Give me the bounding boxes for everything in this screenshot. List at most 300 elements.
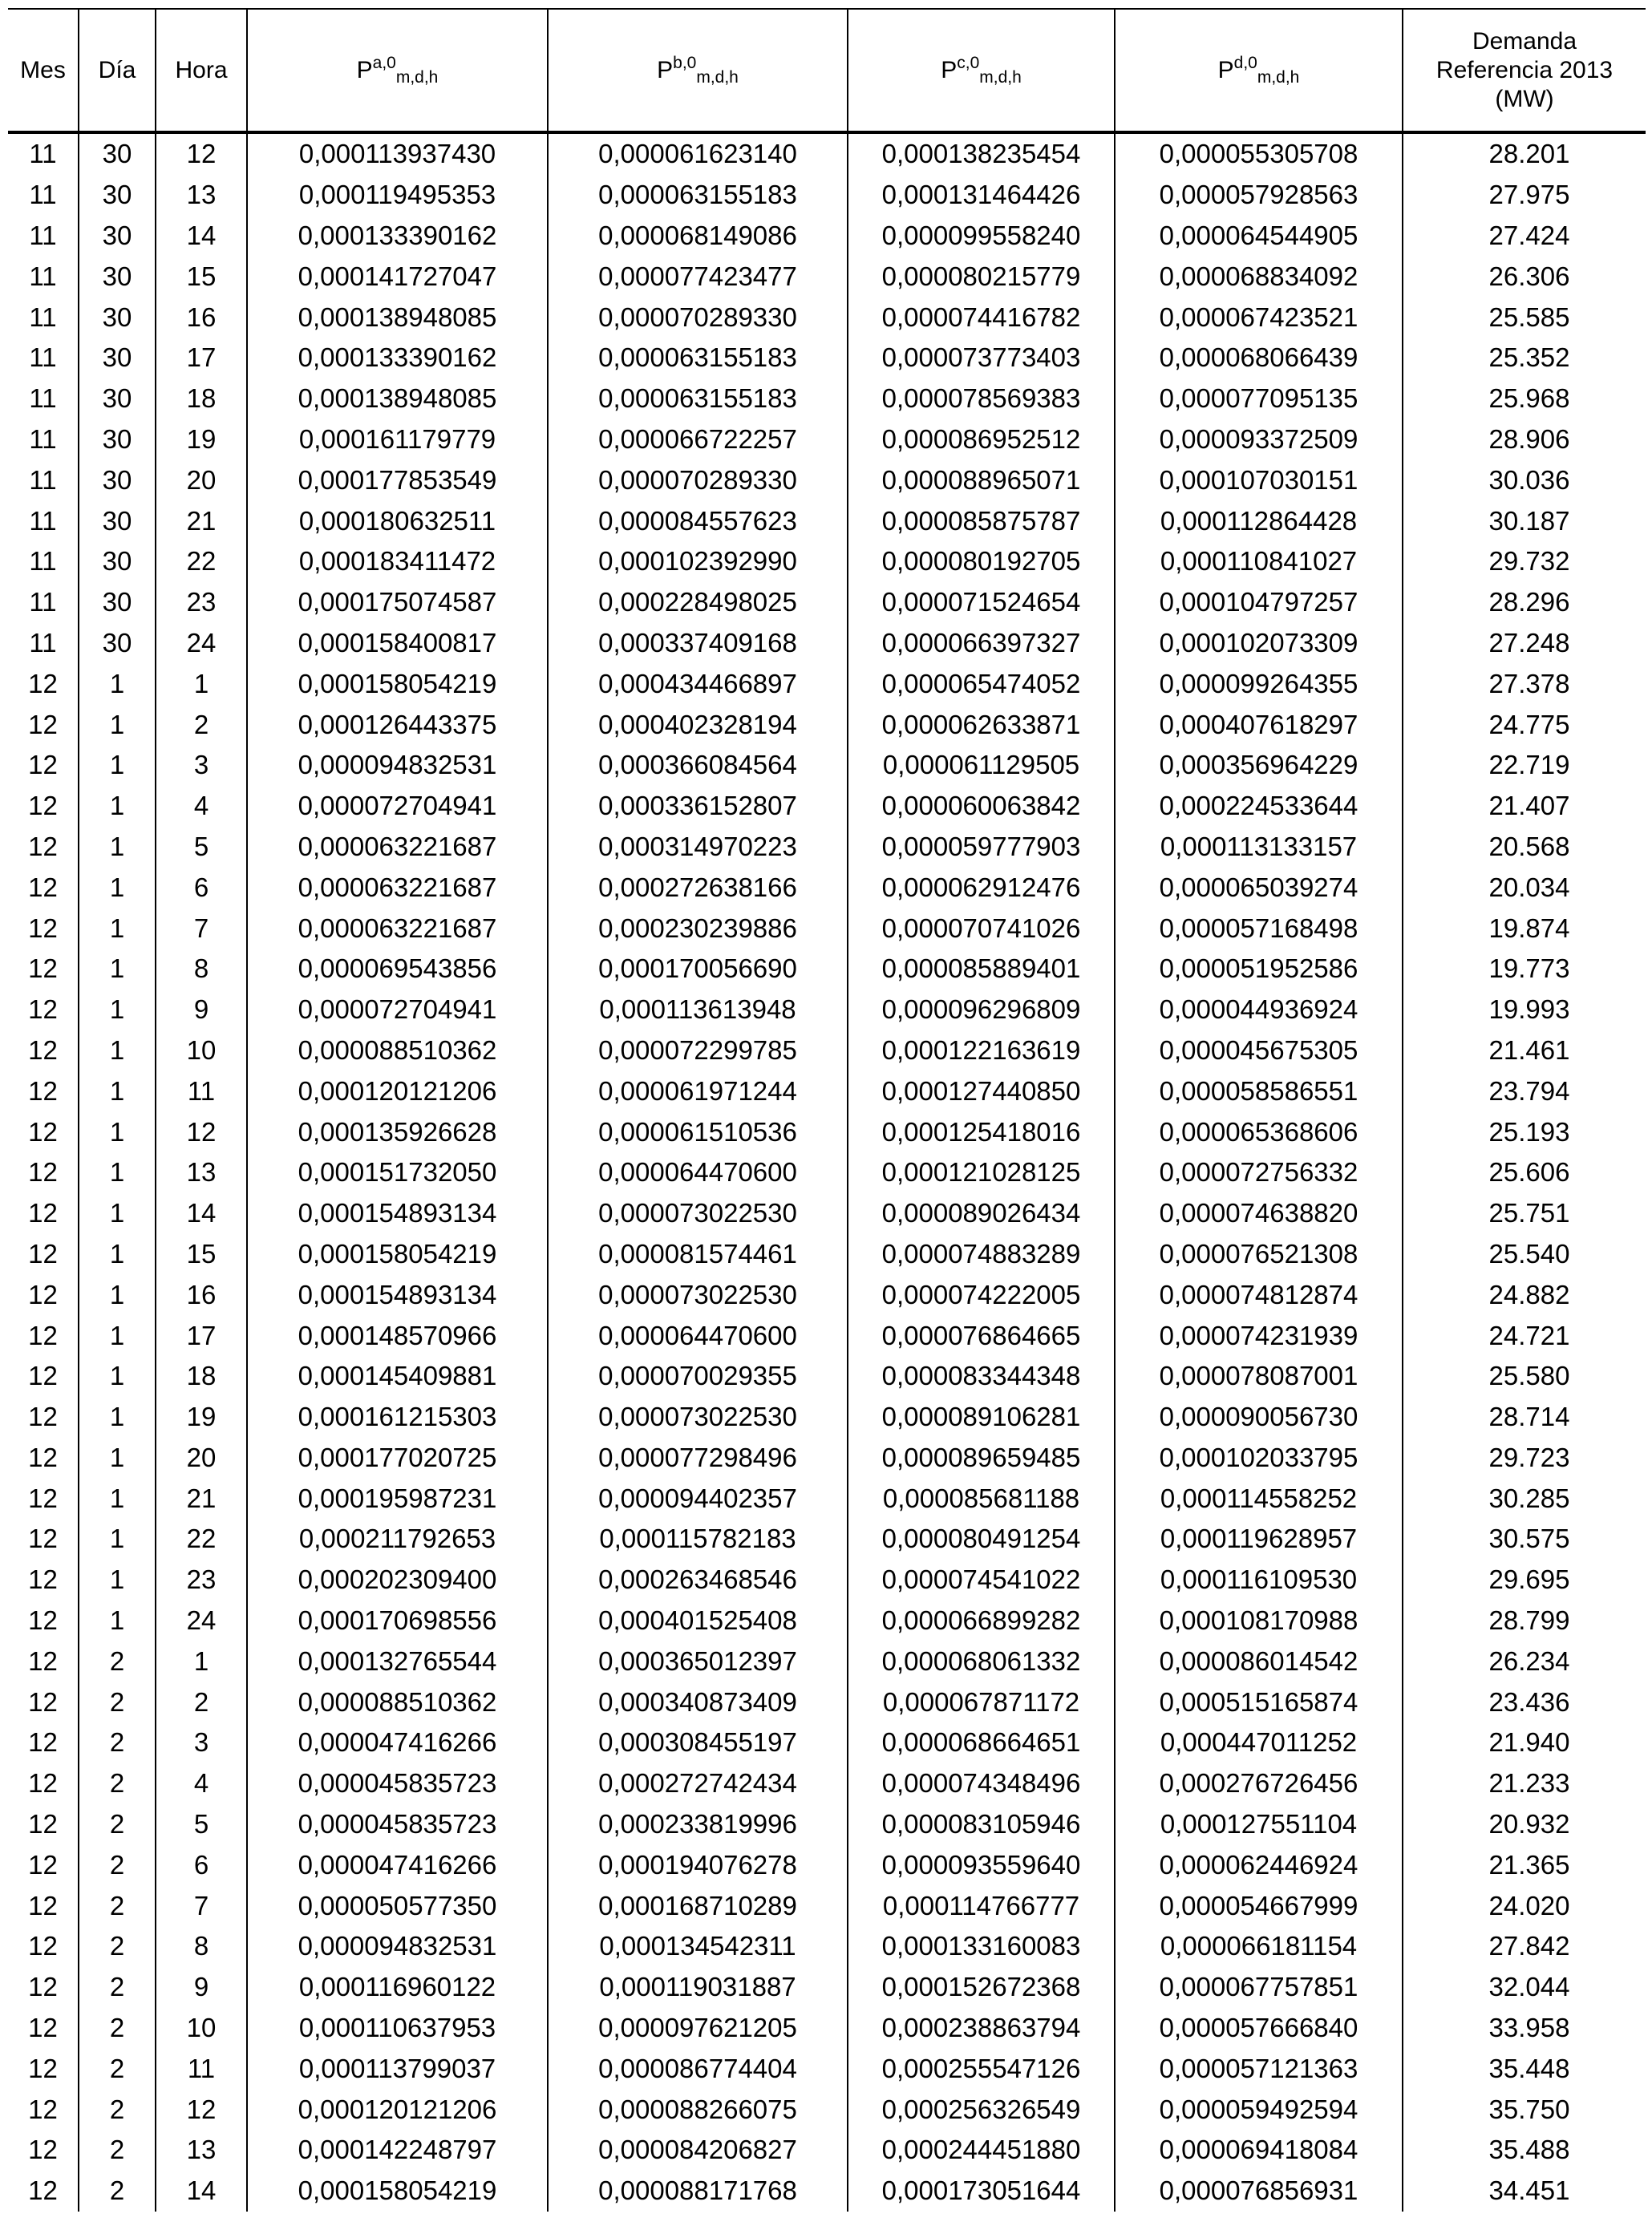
cell-pb: 0,000088266075 xyxy=(548,2089,848,2130)
header-row xyxy=(8,9,1646,132)
cell-pc: 0,000076864665 xyxy=(848,1315,1115,1356)
cell-pa: 0,000120121206 xyxy=(247,1071,548,1111)
cell-pb: 0,000336152807 xyxy=(548,786,848,827)
cell-dia: 2 xyxy=(79,2171,156,2212)
cell-mes: 11 xyxy=(29,220,57,250)
cell-pb: 0,000272742434 xyxy=(548,1763,848,1804)
cell-dia: 30 xyxy=(79,419,156,460)
cell-hora: 24 xyxy=(156,623,247,664)
cell-pa: 0,000161215303 xyxy=(247,1397,548,1438)
cell-demanda: 28.799 xyxy=(1403,1601,1646,1641)
cell-pb: 0,000073022530 xyxy=(548,1274,848,1315)
cell-pd: 0,000057121363 xyxy=(1115,2048,1403,2089)
cell-pc: 0,000071524654 xyxy=(848,582,1115,623)
cell-pd: 0,000110841027 xyxy=(1115,541,1403,582)
cell-mes: 12 xyxy=(28,1727,58,1758)
table-row xyxy=(8,1967,1646,2008)
cell-hora: 1 xyxy=(156,1641,247,1682)
cell-pc: 0,000089659485 xyxy=(848,1438,1115,1479)
cell-dia: 1 xyxy=(79,1438,156,1479)
cell-pb: 0,000073022530 xyxy=(548,1397,848,1438)
cell-demanda: 24.775 xyxy=(1403,704,1646,745)
cell-pa: 0,000094832531 xyxy=(247,1926,548,1967)
cell-pa: 0,000088510362 xyxy=(247,1682,548,1722)
cell-hora: 2 xyxy=(156,704,247,745)
table-row xyxy=(8,132,1646,175)
cell-pc: 0,000138235454 xyxy=(848,132,1115,175)
cell-pc: 0,000074416782 xyxy=(848,297,1115,338)
cell-pd: 0,000108170988 xyxy=(1115,1601,1403,1641)
cell-pa: 0,000045835723 xyxy=(247,1804,548,1845)
cell-pc: 0,000238863794 xyxy=(848,2008,1115,2049)
cell-hora: 10 xyxy=(156,1030,247,1071)
cell-pd: 0,000076521308 xyxy=(1115,1234,1403,1275)
cell-pb: 0,000094402357 xyxy=(548,1478,848,1519)
cell-pd: 0,000057168498 xyxy=(1115,908,1403,949)
cell-pd: 0,000356964229 xyxy=(1115,745,1403,786)
cell-pb: 0,000061510536 xyxy=(548,1111,848,1152)
cell-mes: 11 xyxy=(29,139,57,169)
cell-pb: 0,000077423477 xyxy=(548,256,848,297)
cell-dia: 1 xyxy=(79,1519,156,1560)
cell-demanda: 20.034 xyxy=(1403,867,1646,908)
cell-demanda: 27.248 xyxy=(1403,623,1646,664)
cell-mes: 12 xyxy=(28,1931,58,1961)
cell-pb: 0,000097621205 xyxy=(548,2008,848,2049)
cell-pb: 0,000233819996 xyxy=(548,1804,848,1845)
cell-hora: 16 xyxy=(156,297,247,338)
table-row xyxy=(8,1478,1646,1519)
cell-pd: 0,000107030151 xyxy=(1115,459,1403,500)
cell-mes: 12 xyxy=(28,1809,58,1839)
header-demanda-line-2: Referencia 2013 xyxy=(1435,56,1614,83)
cell-mes: 12 xyxy=(28,1768,58,1799)
cell-pd: 0,000074638820 xyxy=(1115,1193,1403,1234)
cell-pc: 0,000066899282 xyxy=(848,1601,1115,1641)
cell-mes: 12 xyxy=(28,1279,58,1309)
header-demanda-line-3: (MW) xyxy=(1495,85,1554,112)
table-row xyxy=(8,1030,1646,1071)
cell-pc: 0,000093559640 xyxy=(848,1844,1115,1885)
cell-mes: 12 xyxy=(28,953,58,984)
cell-demanda: 30.575 xyxy=(1403,1519,1646,1560)
cell-pd: 0,000104797257 xyxy=(1115,582,1403,623)
cell-pc: 0,000078569383 xyxy=(848,378,1115,419)
table-row xyxy=(8,908,1646,949)
cell-hora: 3 xyxy=(156,745,247,786)
cell-dia: 2 xyxy=(79,1967,156,2008)
cell-pa: 0,000088510362 xyxy=(247,1030,548,1071)
cell-dia: 30 xyxy=(79,175,156,216)
cell-dia: 30 xyxy=(79,132,156,175)
cell-demanda: 26.234 xyxy=(1403,1641,1646,1682)
header-pd xyxy=(1115,9,1403,132)
table-body xyxy=(8,132,1646,2212)
cell-pc: 0,000121028125 xyxy=(848,1152,1115,1193)
cell-pb: 0,000072299785 xyxy=(548,1030,848,1071)
cell-pa: 0,000183411472 xyxy=(247,541,548,582)
cell-demanda: 27.842 xyxy=(1403,1926,1646,1967)
cell-demanda: 21.940 xyxy=(1403,1722,1646,1763)
cell-pc: 0,000062633871 xyxy=(848,704,1115,745)
cell-pc: 0,000083105946 xyxy=(848,1804,1115,1845)
cell-demanda: 30.285 xyxy=(1403,1478,1646,1519)
cell-pa: 0,000211792653 xyxy=(247,1519,548,1560)
cell-mes: 12 xyxy=(28,913,58,943)
cell-pb: 0,000340873409 xyxy=(548,1682,848,1722)
cell-mes: 12 xyxy=(28,1034,58,1065)
cell-pb: 0,000070289330 xyxy=(548,297,848,338)
cell-pd: 0,000077095135 xyxy=(1115,378,1403,419)
cell-pb: 0,000070289330 xyxy=(548,459,848,500)
cell-pc: 0,000067871172 xyxy=(848,1682,1115,1722)
header-pd-sub: m,d,h xyxy=(1257,67,1300,87)
cell-dia: 1 xyxy=(79,704,156,745)
cell-mes: 12 xyxy=(28,1524,58,1554)
cell-hora: 11 xyxy=(156,1071,247,1111)
cell-dia: 30 xyxy=(79,338,156,378)
cell-demanda: 24.721 xyxy=(1403,1315,1646,1356)
cell-pb: 0,000366084564 xyxy=(548,745,848,786)
cell-pa: 0,000063221687 xyxy=(247,908,548,949)
cell-dia: 1 xyxy=(79,663,156,704)
table-row xyxy=(8,663,1646,704)
header-pc-base: P xyxy=(941,56,958,83)
cell-pd: 0,000078087001 xyxy=(1115,1356,1403,1397)
header-demanda-line-1: Demanda xyxy=(1472,27,1577,55)
table-row xyxy=(8,1234,1646,1275)
cell-mes: 12 xyxy=(28,2013,58,2043)
cell-pb: 0,000064470600 xyxy=(548,1315,848,1356)
header-pb-sup: b,0 xyxy=(673,53,697,72)
cell-pd: 0,000074812874 xyxy=(1115,1274,1403,1315)
data-table xyxy=(8,8,1646,2212)
table-row xyxy=(8,175,1646,216)
cell-dia: 1 xyxy=(79,827,156,868)
cell-pa: 0,000177020725 xyxy=(247,1438,548,1479)
cell-pc: 0,000089106281 xyxy=(848,1397,1115,1438)
cell-pc: 0,000061129505 xyxy=(848,745,1115,786)
cell-demanda: 33.958 xyxy=(1403,2008,1646,2049)
table-row xyxy=(8,541,1646,582)
table-row xyxy=(8,1560,1646,1601)
cell-pc: 0,000133160083 xyxy=(848,1926,1115,1967)
cell-pd: 0,000076856931 xyxy=(1115,2171,1403,2212)
header-pa xyxy=(247,9,548,132)
cell-pd: 0,000051952586 xyxy=(1115,949,1403,990)
table-row xyxy=(8,338,1646,378)
cell-pc: 0,000080491254 xyxy=(848,1519,1115,1560)
cell-pb: 0,000088171768 xyxy=(548,2171,848,2212)
cell-demanda: 22.719 xyxy=(1403,745,1646,786)
cell-pc: 0,000152672368 xyxy=(848,1967,1115,2008)
cell-pc: 0,000089026434 xyxy=(848,1193,1115,1234)
header-pb-base: P xyxy=(657,56,674,83)
cell-pd: 0,000058586551 xyxy=(1115,1071,1403,1111)
cell-pd: 0,000066181154 xyxy=(1115,1926,1403,1967)
cell-pc: 0,000085681188 xyxy=(848,1478,1115,1519)
cell-hora: 12 xyxy=(156,1111,247,1152)
cell-mes: 11 xyxy=(29,587,57,617)
cell-pd: 0,000057928563 xyxy=(1115,175,1403,216)
cell-dia: 1 xyxy=(79,908,156,949)
cell-hora: 18 xyxy=(156,378,247,419)
cell-demanda: 25.193 xyxy=(1403,1111,1646,1152)
cell-demanda: 25.751 xyxy=(1403,1193,1646,1234)
cell-pb: 0,000337409168 xyxy=(548,623,848,664)
cell-mes: 12 xyxy=(28,709,58,739)
cell-mes: 11 xyxy=(29,464,57,495)
cell-pb: 0,000228498025 xyxy=(548,582,848,623)
cell-pb: 0,000070029355 xyxy=(548,1356,848,1397)
cell-pc: 0,000074883289 xyxy=(848,1234,1115,1275)
cell-demanda: 28.906 xyxy=(1403,419,1646,460)
cell-pb: 0,000084206827 xyxy=(548,2130,848,2171)
cell-mes: 12 xyxy=(28,1605,58,1636)
cell-mes: 12 xyxy=(28,872,58,902)
cell-dia: 30 xyxy=(79,297,156,338)
cell-pa: 0,000138948085 xyxy=(247,297,548,338)
cell-dia: 2 xyxy=(79,1885,156,1926)
table-row xyxy=(8,990,1646,1030)
cell-pa: 0,000177853549 xyxy=(247,459,548,500)
cell-demanda: 28.296 xyxy=(1403,582,1646,623)
cell-demanda: 25.540 xyxy=(1403,1234,1646,1275)
cell-pb: 0,000170056690 xyxy=(548,949,848,990)
cell-pc: 0,000065474052 xyxy=(848,663,1115,704)
cell-mes: 11 xyxy=(29,627,57,658)
cell-dia: 2 xyxy=(79,1804,156,1845)
table-row xyxy=(8,1274,1646,1315)
table-row xyxy=(8,867,1646,908)
cell-pc: 0,000173051644 xyxy=(848,2171,1115,2212)
cell-mes: 12 xyxy=(28,1198,58,1228)
cell-pd: 0,000099264355 xyxy=(1115,663,1403,704)
cell-pc: 0,000074222005 xyxy=(848,1274,1115,1315)
cell-pd: 0,000102033795 xyxy=(1115,1438,1403,1479)
cell-hora: 22 xyxy=(156,541,247,582)
cell-demanda: 27.975 xyxy=(1403,175,1646,216)
cell-dia: 1 xyxy=(79,1152,156,1193)
cell-pa: 0,000141727047 xyxy=(247,256,548,297)
cell-dia: 1 xyxy=(79,1560,156,1601)
cell-mes: 12 xyxy=(28,1238,58,1269)
cell-mes: 11 xyxy=(29,423,57,454)
cell-pd: 0,000276726456 xyxy=(1115,1763,1403,1804)
cell-pc: 0,000099558240 xyxy=(848,216,1115,257)
cell-pa: 0,000116960122 xyxy=(247,1967,548,2008)
cell-pc: 0,000074541022 xyxy=(848,1560,1115,1601)
cell-demanda: 23.794 xyxy=(1403,1071,1646,1111)
cell-pd: 0,000102073309 xyxy=(1115,623,1403,664)
table-row xyxy=(8,827,1646,868)
cell-pb: 0,000119031887 xyxy=(548,1967,848,2008)
cell-mes: 12 xyxy=(28,1483,58,1513)
cell-demanda: 28.714 xyxy=(1403,1397,1646,1438)
table-row xyxy=(8,623,1646,664)
header-pc-sup: c,0 xyxy=(957,53,980,72)
cell-pc: 0,000085889401 xyxy=(848,949,1115,990)
cell-mes: 12 xyxy=(28,2135,58,2165)
cell-pa: 0,000072704941 xyxy=(247,990,548,1030)
cell-mes: 11 xyxy=(29,302,57,332)
cell-demanda: 34.451 xyxy=(1403,2171,1646,2212)
cell-dia: 1 xyxy=(79,1030,156,1071)
cell-mes: 12 xyxy=(28,1849,58,1880)
cell-pd: 0,000054667999 xyxy=(1115,1885,1403,1926)
cell-mes: 12 xyxy=(28,1157,58,1188)
table-row xyxy=(8,2130,1646,2171)
cell-pc: 0,000080215779 xyxy=(848,256,1115,297)
table-row xyxy=(8,1722,1646,1763)
cell-pc: 0,000131464426 xyxy=(848,175,1115,216)
header-pc-sub: m,d,h xyxy=(979,67,1022,87)
cell-dia: 2 xyxy=(79,1722,156,1763)
cell-dia: 30 xyxy=(79,216,156,257)
header-demanda xyxy=(1403,9,1646,132)
cell-pb: 0,000168710289 xyxy=(548,1885,848,1926)
cell-hora: 7 xyxy=(156,908,247,949)
cell-pb: 0,000077298496 xyxy=(548,1438,848,1479)
cell-hora: 7 xyxy=(156,1885,247,1926)
cell-demanda: 29.723 xyxy=(1403,1438,1646,1479)
cell-hora: 14 xyxy=(156,216,247,257)
cell-pc: 0,000122163619 xyxy=(848,1030,1115,1071)
cell-hora: 1 xyxy=(156,663,247,704)
cell-pd: 0,000093372509 xyxy=(1115,419,1403,460)
cell-pa: 0,000135926628 xyxy=(247,1111,548,1152)
cell-pb: 0,000272638166 xyxy=(548,867,848,908)
cell-pa: 0,000145409881 xyxy=(247,1356,548,1397)
cell-hora: 3 xyxy=(156,1722,247,1763)
cell-pd: 0,000113133157 xyxy=(1115,827,1403,868)
header-pd-base: P xyxy=(1217,56,1234,83)
cell-pb: 0,000314970223 xyxy=(548,827,848,868)
cell-dia: 1 xyxy=(79,1071,156,1111)
cell-mes: 11 xyxy=(29,546,57,577)
header-pc xyxy=(848,9,1115,132)
cell-pd: 0,000112864428 xyxy=(1115,500,1403,541)
cell-mes: 12 xyxy=(28,1320,58,1350)
cell-mes: 12 xyxy=(28,2175,58,2206)
cell-mes: 12 xyxy=(28,1075,58,1106)
cell-pb: 0,000086774404 xyxy=(548,2048,848,2089)
cell-pc: 0,000074348496 xyxy=(848,1763,1115,1804)
cell-demanda: 21.461 xyxy=(1403,1030,1646,1071)
cell-demanda: 29.732 xyxy=(1403,541,1646,582)
cell-pd: 0,000055305708 xyxy=(1115,132,1403,175)
cell-pd: 0,000515165874 xyxy=(1115,1682,1403,1722)
cell-pc: 0,000125418016 xyxy=(848,1111,1115,1152)
cell-pd: 0,000068834092 xyxy=(1115,256,1403,297)
cell-dia: 30 xyxy=(79,256,156,297)
cell-dia: 1 xyxy=(79,990,156,1030)
cell-pa: 0,000158400817 xyxy=(247,623,548,664)
cell-pa: 0,000094832531 xyxy=(247,745,548,786)
cell-dia: 1 xyxy=(79,1397,156,1438)
cell-dia: 2 xyxy=(79,2048,156,2089)
cell-hora: 21 xyxy=(156,1478,247,1519)
table-row xyxy=(8,1885,1646,1926)
cell-hora: 8 xyxy=(156,949,247,990)
table-row xyxy=(8,459,1646,500)
cell-pb: 0,000401525408 xyxy=(548,1601,848,1641)
cell-demanda: 21.365 xyxy=(1403,1844,1646,1885)
cell-pd: 0,000069418084 xyxy=(1115,2130,1403,2171)
cell-hora: 15 xyxy=(156,1234,247,1275)
table-row xyxy=(8,1682,1646,1722)
cell-pc: 0,000059777903 xyxy=(848,827,1115,868)
cell-pb: 0,000061623140 xyxy=(548,132,848,175)
cell-pa: 0,000113937430 xyxy=(247,132,548,175)
cell-pc: 0,000080192705 xyxy=(848,541,1115,582)
cell-hora: 19 xyxy=(156,1397,247,1438)
table-row xyxy=(8,2048,1646,2089)
cell-pa: 0,000133390162 xyxy=(247,216,548,257)
cell-pb: 0,000230239886 xyxy=(548,908,848,949)
cell-pb: 0,000061971244 xyxy=(548,1071,848,1111)
cell-hora: 16 xyxy=(156,1274,247,1315)
cell-demanda: 29.695 xyxy=(1403,1560,1646,1601)
cell-dia: 1 xyxy=(79,1274,156,1315)
cell-pd: 0,000062446924 xyxy=(1115,1844,1403,1885)
cell-hora: 15 xyxy=(156,256,247,297)
cell-pb: 0,000308455197 xyxy=(548,1722,848,1763)
table-row xyxy=(8,1763,1646,1804)
table-row xyxy=(8,1397,1646,1438)
table-row xyxy=(8,1804,1646,1845)
cell-pa: 0,000119495353 xyxy=(247,175,548,216)
cell-pa: 0,000175074587 xyxy=(247,582,548,623)
cell-hora: 14 xyxy=(156,2171,247,2212)
table-row xyxy=(8,2089,1646,2130)
cell-pb: 0,000066722257 xyxy=(548,419,848,460)
cell-demanda: 30.187 xyxy=(1403,500,1646,541)
cell-mes: 12 xyxy=(28,1890,58,1920)
cell-pc: 0,000086952512 xyxy=(848,419,1115,460)
cell-pd: 0,000090056730 xyxy=(1115,1397,1403,1438)
table-row xyxy=(8,786,1646,827)
cell-pd: 0,000059492594 xyxy=(1115,2089,1403,2130)
table-row xyxy=(8,2008,1646,2049)
cell-demanda: 27.424 xyxy=(1403,216,1646,257)
cell-pa: 0,000063221687 xyxy=(247,867,548,908)
cell-pa: 0,000148570966 xyxy=(247,1315,548,1356)
cell-demanda: 23.436 xyxy=(1403,1682,1646,1722)
header-pa-base: P xyxy=(356,56,373,83)
table-row xyxy=(8,745,1646,786)
cell-pd: 0,000045675305 xyxy=(1115,1030,1403,1071)
cell-hora: 12 xyxy=(156,2089,247,2130)
cell-pc: 0,000060063842 xyxy=(848,786,1115,827)
table-row xyxy=(8,1601,1646,1641)
cell-pa: 0,000132765544 xyxy=(247,1641,548,1682)
cell-hora: 17 xyxy=(156,1315,247,1356)
table-row xyxy=(8,1519,1646,1560)
cell-demanda: 25.352 xyxy=(1403,338,1646,378)
cell-mes: 12 xyxy=(28,668,58,698)
cell-dia: 1 xyxy=(79,745,156,786)
cell-pa: 0,000158054219 xyxy=(247,1234,548,1275)
cell-mes: 11 xyxy=(29,261,57,291)
cell-pc: 0,000255547126 xyxy=(848,2048,1115,2089)
cell-pa: 0,000050577350 xyxy=(247,1885,548,1926)
cell-demanda: 27.378 xyxy=(1403,663,1646,704)
table-row xyxy=(8,1111,1646,1152)
cell-pd: 0,000086014542 xyxy=(1115,1641,1403,1682)
cell-demanda: 25.968 xyxy=(1403,378,1646,419)
cell-pa: 0,000180632511 xyxy=(247,500,548,541)
